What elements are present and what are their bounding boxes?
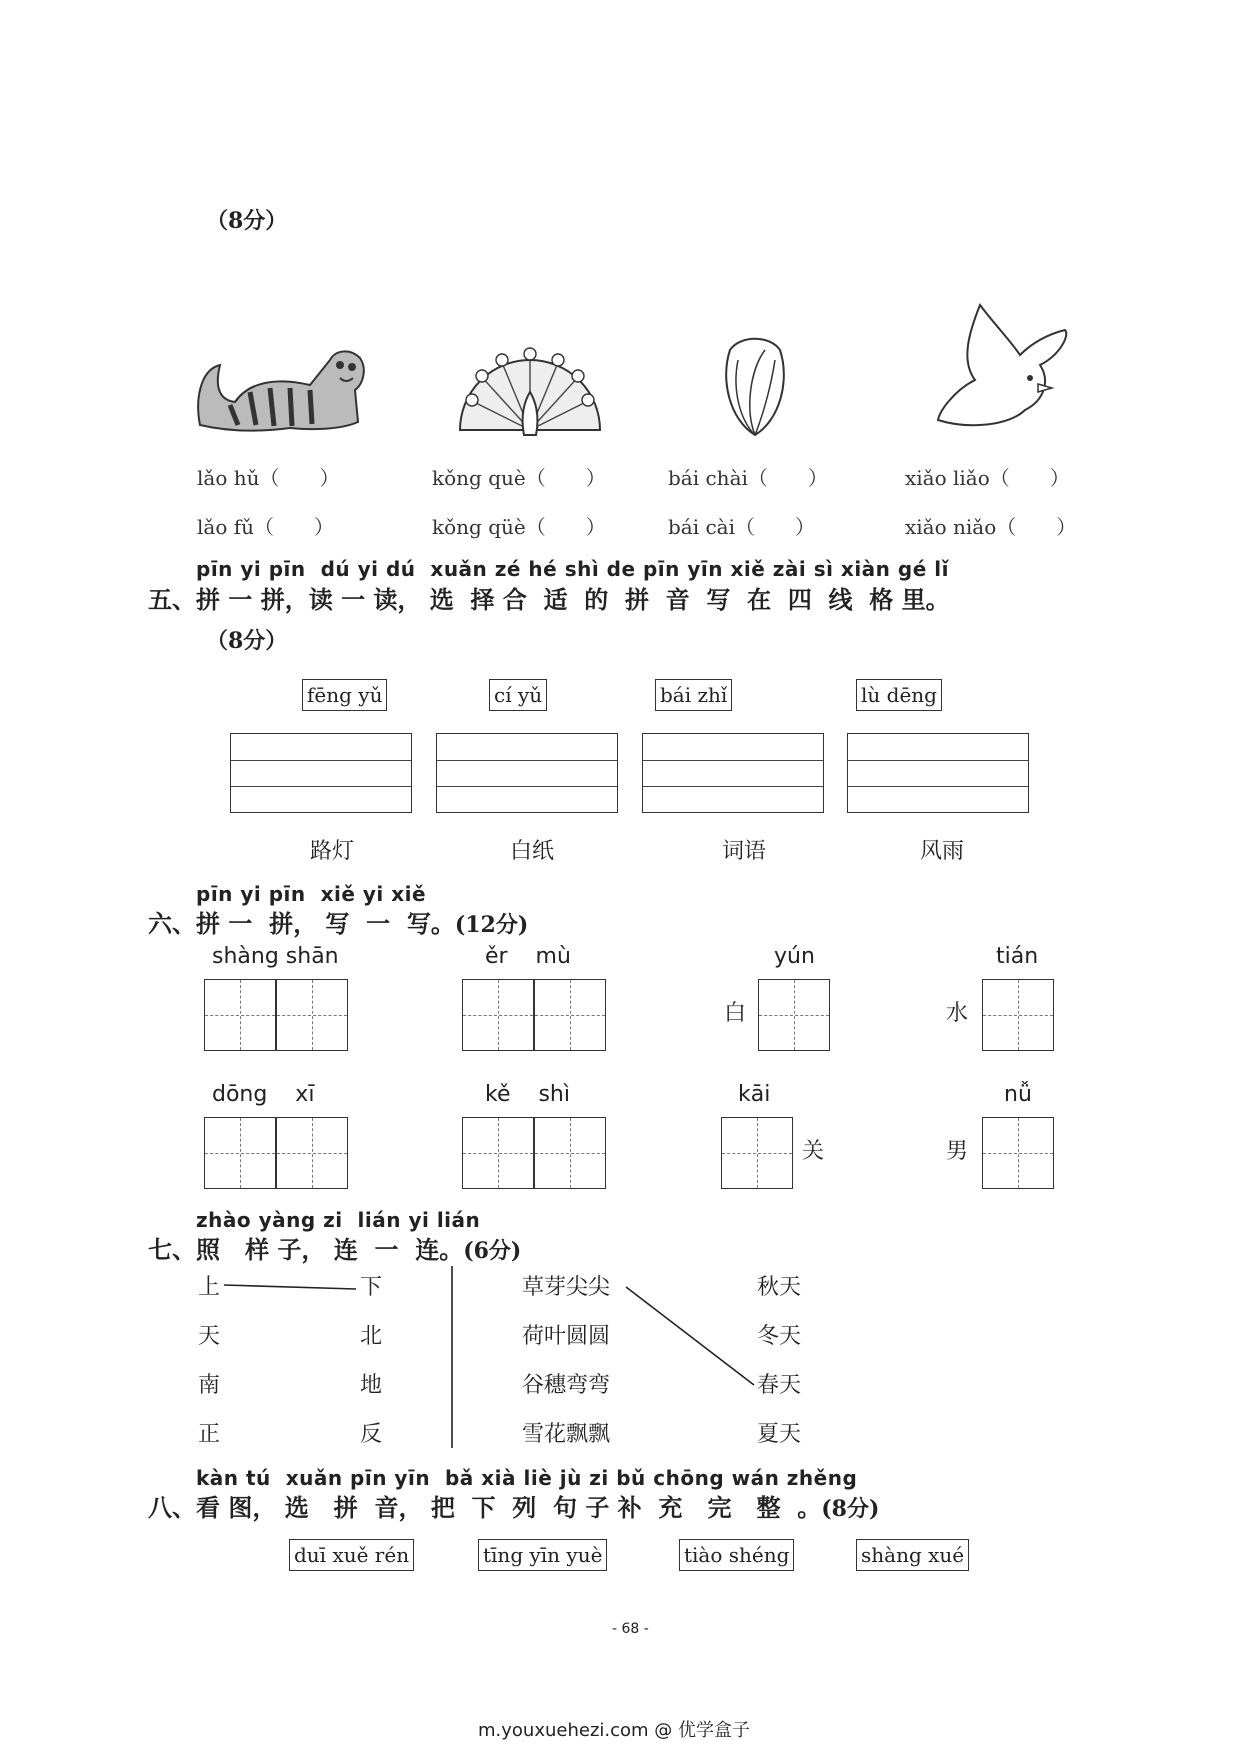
q8-title-text: 八、看 图， 选 拼 音， 把 下 列 句 子 补 充 完 整 。 [148, 1494, 822, 1522]
q7-season-4[interactable]: 夏天 [757, 1422, 802, 1447]
q8-option-4: shàng xué [856, 1539, 969, 1571]
q6-r2-pinyin-4: nǚ [1004, 1082, 1032, 1107]
q6-r1-pinyin-3: yún [774, 944, 815, 969]
q5-option-1: fēng yǔ [302, 679, 387, 711]
example-line-2 [626, 1287, 754, 1385]
q7-score: (6分) [463, 1238, 522, 1264]
q7-left-1[interactable]: 上 [198, 1275, 221, 1300]
q5-title: 五、拼 一 拼，读 一 读， 选 择 合 适 的 拼 音 写 在 四 线 格 里。 [148, 586, 950, 614]
q4-row2-opt-4: xiǎo niǎo（ ） [905, 515, 1077, 539]
q6-r2-char-1: 关 [802, 1139, 825, 1164]
q4-row2-opt-3: bái cài（ ） [668, 515, 816, 539]
q7-title-text: 七、照 样 子， 连 一 连。 [148, 1236, 464, 1264]
q4-row1-opt-2: kǒng què（ ） [432, 466, 606, 490]
q4-row2-opt-2: kǒng qüè（ ） [432, 515, 606, 539]
q8-option-3: tiào shéng [679, 1539, 794, 1571]
q4-score: （8分） [206, 208, 288, 234]
q5-option-2: cí yǔ [489, 679, 547, 711]
q7-season-1[interactable]: 秋天 [757, 1275, 802, 1300]
q6-score: (12分) [454, 912, 529, 938]
q8-pinyin: kàn tú xuǎn pīn yīn bǎ xià liè jù zi bǔ chōng wán zhěng [196, 1466, 858, 1490]
q8-title [148, 1488, 879, 1523]
q5-word-4: 风雨 [920, 839, 965, 864]
q7-right-4[interactable]: 反 [360, 1422, 383, 1447]
q7-right-1[interactable]: 下 [360, 1275, 383, 1300]
q6-title-text: 六、拼 一 拼， 写 一 写。 [148, 910, 455, 938]
q7-season-3[interactable]: 春天 [757, 1373, 802, 1398]
q6-r2-pinyin-1: dōng xī [212, 1082, 315, 1107]
q7-phrase-4[interactable]: 雪花飘飘 [522, 1422, 611, 1447]
q6-r2-pinyin-3: kāi [738, 1082, 771, 1107]
q7-phrase-1[interactable]: 草芽尖尖 [522, 1275, 611, 1300]
q6-r1-pinyin-4: tián [996, 944, 1039, 969]
q7-left-4[interactable]: 正 [198, 1422, 221, 1447]
q6-r1-pinyin-1: shàng shān [212, 944, 339, 969]
q6-r1-pinyin-2: ěr mù [485, 944, 571, 969]
example-line-1 [224, 1285, 356, 1289]
q6-pinyin: pīn yi pīn xiě yi xiě [196, 882, 427, 906]
q8-score: (8分) [821, 1496, 880, 1522]
q8-option-2: tīng yīn yuè [478, 1539, 607, 1571]
site-watermark: m.youxuehezi.com @ 优学盒子 [478, 1720, 751, 1741]
q5-score: （8分） [206, 628, 288, 654]
q4-row1-opt-1: lǎo hǔ（ ） [197, 466, 340, 490]
page-number: - 68 - [612, 1621, 649, 1637]
q4-row2-opt-1: lǎo fǔ（ ） [197, 515, 335, 539]
q6-r2-pinyin-2: kě shì [485, 1082, 570, 1107]
q7-phrase-3[interactable]: 谷穗弯弯 [522, 1373, 611, 1398]
q5-pinyin: pīn yi pīn dú yi dú xuǎn zé hé shì de pīn yīn xiě zài sì xiàn gé lǐ [196, 557, 949, 581]
q6-r1-char-1: 白 [724, 1001, 747, 1026]
q7-right-3[interactable]: 地 [360, 1373, 383, 1398]
q5-word-1: 路灯 [310, 839, 355, 864]
q5-option-4: lù dēng [856, 679, 942, 711]
q7-season-2[interactable]: 冬天 [757, 1324, 802, 1349]
q7-phrase-2[interactable]: 荷叶圆圆 [522, 1324, 611, 1349]
q7-left-3[interactable]: 南 [198, 1373, 221, 1398]
q7-right-2[interactable]: 北 [360, 1324, 383, 1349]
q6-r1-char-2: 水 [946, 1001, 969, 1026]
q8-option-1: duī xuě rén [289, 1539, 414, 1571]
q5-word-3: 词语 [722, 839, 767, 864]
q6-r2-char-2: 男 [946, 1139, 969, 1164]
q7-pinyin: zhào yàng zi lián yi lián [196, 1208, 481, 1232]
q5-word-2: 白纸 [510, 839, 555, 864]
q4-row1-opt-4: xiǎo liǎo（ ） [905, 466, 1070, 490]
q4-row1-opt-3: bái chài（ ） [668, 466, 828, 490]
q7-left-2[interactable]: 天 [198, 1324, 221, 1349]
q5-option-3: bái zhǐ [655, 679, 732, 711]
